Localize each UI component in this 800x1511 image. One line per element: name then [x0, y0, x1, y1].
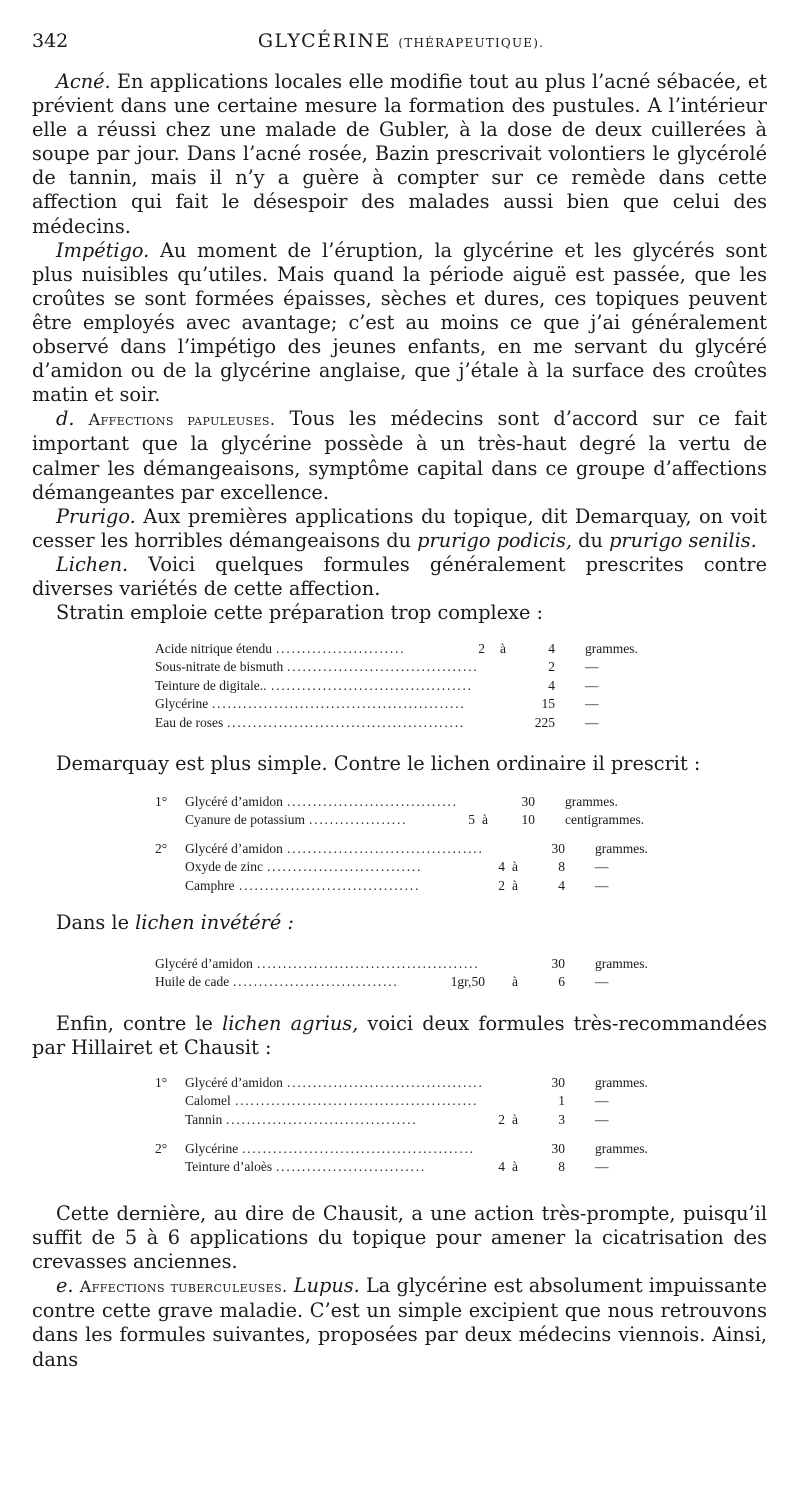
- ingredient-name: Teinture de digitale..: [155, 677, 267, 693]
- quantity: 8: [558, 859, 565, 875]
- recipe-demarquay-1: [155, 793, 655, 830]
- quantity-from: 2: [498, 877, 505, 893]
- ingredient-name: Teinture d’aloès: [185, 1159, 273, 1175]
- unit: —: [595, 1159, 609, 1175]
- recipe-demarquay-2: [155, 840, 655, 895]
- ingredient-name: Acide nitrique étendu: [155, 641, 272, 656]
- ingredient-name: Cyanure de potassium: [185, 812, 305, 828]
- quantity: 3: [558, 1111, 565, 1127]
- dot-leader: ..............................: [267, 859, 423, 875]
- range-separator: à: [512, 859, 518, 875]
- dot-leader: ................................: [233, 974, 399, 990]
- unit: —: [585, 714, 599, 730]
- range-separator: à: [482, 812, 488, 828]
- ingredient-name: Glycéré d’amidon: [185, 1075, 283, 1090]
- running-title-sub: (THÉRAPEUTIQUE).: [398, 36, 545, 50]
- unit: —: [595, 859, 609, 875]
- quantity-from: 2: [498, 1111, 505, 1127]
- italic-term: prurigo podicis,: [417, 528, 573, 552]
- paragraph-text: Dans le: [56, 911, 129, 934]
- dot-leader: .....................................: [226, 1111, 418, 1127]
- dot-leader: .................................: [287, 794, 458, 809]
- range-separator: à: [512, 1159, 518, 1175]
- ingredient-name: Tannin: [185, 1111, 223, 1127]
- ingredient-name: Sous-nitrate de bismuth: [155, 659, 284, 675]
- recipe-row: [155, 714, 635, 732]
- dot-leader: ...................................: [239, 877, 421, 893]
- dot-leader: ......................................: [287, 841, 484, 856]
- ingredient-name: Glycérine: [185, 1141, 239, 1156]
- dot-leader: .............................: [276, 1159, 427, 1175]
- quantity: 30: [551, 1075, 565, 1090]
- entry-lead: Prurigo.: [56, 504, 136, 528]
- unit: —: [585, 659, 599, 675]
- running-header: [32, 30, 770, 58]
- quantity: 8: [558, 1159, 565, 1175]
- recipe-row: [155, 840, 655, 858]
- entry-lead: Acné.: [56, 70, 111, 93]
- paragraph-invetere: [32, 911, 767, 935]
- ingredient-name: Eau de roses: [155, 714, 224, 730]
- ingredient-name: Oxyde de zinc: [185, 859, 263, 875]
- text-agrius: [32, 1012, 767, 1060]
- unit: centigrammes.: [565, 812, 645, 828]
- recipe-agrius-1: [155, 1074, 655, 1129]
- recipe-row: [155, 1111, 655, 1129]
- unit: grammes.: [595, 841, 648, 856]
- formula-number: 2°: [155, 841, 168, 856]
- quantity: 15: [541, 696, 555, 712]
- ingredient-name: Huile de cade: [155, 974, 230, 990]
- paragraph-text: voici deux formules très-recommandées par Hillairet et Chausit :: [32, 1012, 767, 1060]
- recipe-row: [155, 640, 638, 658]
- paragraph-acne: [32, 70, 767, 239]
- range-separator: à: [500, 641, 506, 656]
- section-heading: Affections papuleuses.: [88, 410, 276, 430]
- italic-term: lichen invétéré :: [135, 911, 294, 934]
- unit: grammes.: [565, 794, 618, 809]
- quantity: 30: [551, 956, 565, 971]
- dot-leader: .........................: [276, 641, 406, 656]
- section-heading: Affections tuberculeuses.: [79, 1277, 288, 1297]
- quantity-from: 2: [478, 641, 485, 656]
- recipe-row: [155, 1092, 655, 1110]
- recipe-row: [155, 695, 635, 713]
- entry-lead: e.: [56, 1274, 74, 1298]
- dot-leader: ..............................................: [227, 714, 466, 730]
- dot-leader: .................................................: [212, 696, 466, 712]
- quantity: 225: [534, 714, 555, 730]
- recipe-invetere: [155, 955, 655, 992]
- quantity-from: 5: [468, 812, 475, 828]
- unit: —: [595, 1093, 609, 1109]
- recipe-row: [155, 793, 655, 811]
- italic-term: prurigo senilis.: [609, 528, 757, 552]
- paragraph-prurigo: [32, 505, 767, 553]
- recipe-row: [155, 1158, 655, 1176]
- quantity: 4: [548, 677, 555, 693]
- unit: —: [585, 677, 599, 693]
- quantity: 30: [521, 794, 535, 809]
- range-separator: à: [512, 1111, 518, 1127]
- italic-term: Lupus.: [293, 1274, 360, 1298]
- quantity: 4: [548, 641, 555, 656]
- paragraph-text: Voici quelques formules généralement prescrites contre diverses variétés de cette affection.: [32, 552, 767, 600]
- ingredient-name: Camphre: [185, 877, 235, 893]
- quantity-from: 4: [498, 859, 505, 875]
- recipe-row: [155, 973, 655, 991]
- recipe-row: [155, 811, 655, 829]
- text-block-1: [32, 70, 767, 625]
- paragraph-demarquay: Demarquay est plus simple. Contre le lichen ordinaire il prescrit :: [56, 752, 701, 775]
- quantity-from: 4: [498, 1159, 505, 1175]
- recipe-stratin: [155, 640, 638, 732]
- running-title-main: GLYCÉRINE: [257, 30, 391, 52]
- recipe-row: [155, 955, 655, 973]
- quantity: 1: [558, 1093, 565, 1109]
- paragraph-text: En applications locales elle modifie tout au plus l’acné sébacée, et prévient dans une certaine mesure la formation des pustules. A l’intérieur elle a réussi chez une malade de Gubler, à la dose de deux cuillerées à soupe par jour. Dans l’acné rosée, Bazin prescrivait volontiers le glycérolé de tannin, mais il n’y a guère à compter sur ce remède dans cette affection qui fait le désespoir des malades aussi bien que celui des médecins.: [32, 70, 767, 238]
- quantity: 10: [521, 812, 535, 828]
- formula-number: 1°: [155, 1075, 168, 1090]
- paragraph-text: Enfin, contre le: [56, 1012, 213, 1035]
- recipe-row: [155, 658, 635, 676]
- unit: —: [595, 1111, 609, 1127]
- paragraph-text: Au moment de l’éruption, la glycérine et les glycérés sont plus nuisibles qu’utiles. Mais quand la période aiguë est passée, que les croûtes se sont formées épaisses, sèches et dures, ces topiques peuvent être employés avec avantage; c’est au moins ce que j’ai généralement observé dans l’impétigo des jeunes enfants, en me servant du glycéré d’amidon ou de la glycérine anglaise, que j’étale à la surface des croûtes matin et soir.: [32, 238, 767, 407]
- entry-lead: Impétigo.: [56, 238, 150, 262]
- page-number: 342: [32, 30, 69, 52]
- paragraph-agrius: [32, 1012, 767, 1060]
- paragraph-papuleuses: [32, 407, 767, 504]
- entry-lead: Lichen.: [56, 552, 129, 576]
- dot-leader: ...................: [309, 812, 408, 828]
- text-demarquay: [32, 752, 767, 776]
- unit: grammes.: [595, 1141, 648, 1156]
- paragraph-impetigo: [32, 239, 767, 408]
- dot-leader: .....................................: [287, 659, 479, 675]
- recipe-row: [155, 677, 635, 695]
- paragraph-chausit: Cette dernière, au dire de Chausit, a une action très-prompte, puisqu’il suffit de 5 à 6 applications du topique pour amener la cicatrisation des crevasses anciennes.: [32, 1202, 767, 1274]
- ingredient-name: Glycéré d’amidon: [185, 794, 283, 809]
- paragraph-lichen: [32, 553, 767, 601]
- quantity: 30: [551, 841, 565, 856]
- paragraph-stratin: Stratin emploie cette préparation trop complexe :: [56, 601, 544, 625]
- ingredient-name: Glycéré d’amidon: [155, 956, 253, 971]
- dot-leader: .............................................: [242, 1141, 475, 1156]
- paragraph-text: du: [578, 528, 603, 552]
- recipe-agrius-2: [155, 1140, 655, 1177]
- formula-number: 1°: [155, 794, 168, 809]
- dot-leader: ...............................................: [235, 1093, 479, 1109]
- paragraph-text: Tous les médecins sont d’accord sur ce fait important que la glycérine possède à un très-haut degré la vertu de calmer les démangeaisons, symptôme capital dans ce groupe d’affections démangeantes par excellence.: [32, 407, 767, 504]
- recipe-row: [155, 1074, 655, 1092]
- unit: grammes.: [595, 1075, 648, 1090]
- range-separator: à: [512, 877, 518, 893]
- recipe-row: [155, 858, 655, 876]
- recipe-row: [155, 877, 655, 895]
- unit: grammes.: [585, 641, 638, 656]
- paragraph-tuberculeuses: [32, 1274, 767, 1371]
- dot-leader: ...........................................: [257, 956, 480, 971]
- recipe-row: [155, 1140, 655, 1158]
- text-block-final: [32, 1202, 767, 1372]
- running-title: [32, 30, 770, 52]
- dot-leader: .......................................: [271, 677, 473, 693]
- paragraph-text: La glycérine est absolument impuissante contre cette grave maladie. C’est un simple excipient que nous retrouvons dans les formules suivantes, proposées par deux médecins viennois. Ainsi, dans: [32, 1274, 768, 1371]
- italic-term: lichen agrius,: [222, 1012, 359, 1035]
- quantity: 4: [558, 877, 565, 893]
- quantity: 6: [558, 974, 565, 990]
- paragraph-text: Aux premières applications du topique, dit Demarquay, on voit cesser les horribles démangeaisons du: [32, 504, 767, 552]
- text-invetere: [32, 911, 767, 935]
- unit: —: [585, 696, 599, 712]
- unit: grammes.: [595, 956, 648, 971]
- unit: —: [595, 877, 609, 893]
- range-separator: à: [512, 974, 518, 990]
- entry-lead: d.: [56, 407, 75, 431]
- ingredient-name: Glycérine: [155, 696, 209, 712]
- ingredient-name: Glycéré d’amidon: [185, 841, 283, 856]
- formula-number: 2°: [155, 1141, 168, 1156]
- quantity: 2: [548, 659, 555, 675]
- unit: —: [595, 974, 609, 990]
- quantity: 30: [551, 1141, 565, 1156]
- quantity-from: 1gr,50: [450, 974, 485, 990]
- ingredient-name: Calomel: [185, 1093, 231, 1109]
- dot-leader: ......................................: [287, 1075, 484, 1090]
